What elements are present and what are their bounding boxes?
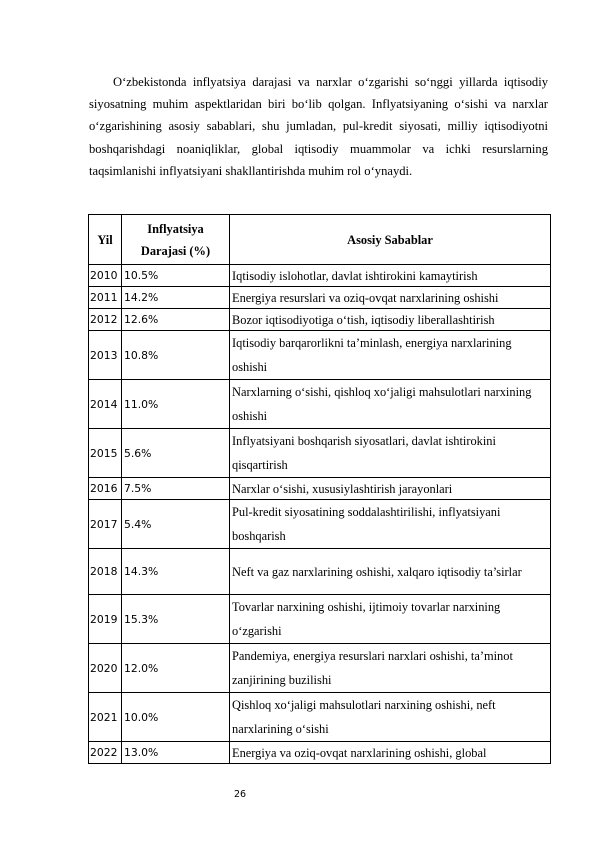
rate-cell: 5.6% [122, 429, 230, 478]
cause-cell: Energiya va oziq-ovqat narxlarining oshishi, global [230, 742, 551, 764]
cause-cell: Qishloq xo‘jaligi mahsulotlari narxining oshishi, neft narxlarining o‘sishi [230, 693, 551, 742]
year-cell: 2013 [89, 331, 122, 380]
rate-cell: 12.6% [122, 309, 230, 331]
table-row [89, 595, 551, 644]
cause-cell: Narxlar o‘sishi, xususiylashtirish jarayonlari [230, 478, 551, 500]
year-cell: 2012 [89, 309, 122, 331]
rate-cell: 10.8% [122, 331, 230, 380]
table-row [89, 287, 551, 309]
header-year: Yil [89, 215, 122, 265]
cause-cell: Inflyatsiyani boshqarish siyosatlari, davlat ishtirokini qisqartirish [230, 429, 551, 478]
table-row [89, 380, 551, 429]
header-rate-line1: Inflyatsiya [147, 221, 204, 236]
year-cell: 2020 [89, 644, 122, 693]
table-row [89, 693, 551, 742]
table-row [89, 500, 551, 549]
page-number: 26 [233, 789, 247, 800]
year-cell: 2017 [89, 500, 122, 549]
header-rate [122, 215, 230, 265]
header-causes: Asosiy Sabablar [230, 215, 551, 265]
year-cell: 2022 [89, 742, 122, 764]
inflation-table [88, 214, 551, 764]
year-cell: 2011 [89, 287, 122, 309]
cause-cell: Iqtisodiy islohotlar, davlat ishtirokini kamaytirish [230, 265, 551, 287]
rate-cell: 14.2% [122, 287, 230, 309]
year-cell: 2018 [89, 549, 122, 595]
table-row [89, 265, 551, 287]
cause-cell: Pandemiya, energiya resurslari narxlari oshishi, ta’minot zanjirining buzilishi [230, 644, 551, 693]
rate-cell: 15.3% [122, 595, 230, 644]
rate-cell: 7.5% [122, 478, 230, 500]
year-cell: 2014 [89, 380, 122, 429]
rate-cell: 14.3% [122, 549, 230, 595]
rate-cell: 10.0% [122, 693, 230, 742]
table-row [89, 429, 551, 478]
table-row [89, 644, 551, 693]
table-row [89, 478, 551, 500]
cause-cell: Pul-kredit siyosatining soddalashtirilishi, inflyatsiyani boshqarish [230, 500, 551, 549]
rate-cell: 13.0% [122, 742, 230, 764]
year-cell: 2015 [89, 429, 122, 478]
table-row [89, 309, 551, 331]
cause-cell: Neft va gaz narxlarining oshishi, xalqaro iqtisodiy ta’sirlar [230, 549, 551, 595]
table-row [89, 331, 551, 380]
intro-paragraph: O‘zbekistonda inflyatsiya darajasi va narxlar o‘zgarishi so‘nggi yillarda iqtisodiy siyosatning muhim aspektlaridan biri bo‘lib qolgan. Inflyatsiyaning o‘sishi va narxlar o‘zgarishining asosiy sabablari, shu jumladan, pul-kredit siyosati, milliy iqtisodiyotni boshqarishdagi noaniqliklar, global iqtisodiy muammolar va ichki resurslarning taqsimlanishi inflyatsiyani shakllantirishda muhim rol o‘ynaydi. [89, 75, 548, 178]
cause-cell: Iqtisodiy barqarorlikni ta’minlash, energiya narxlarining oshishi [230, 331, 551, 380]
cause-cell: Tovarlar narxining oshishi, ijtimoiy tovarlar narxining o‘zgarishi [230, 595, 551, 644]
rate-cell: 10.5% [122, 265, 230, 287]
rate-cell: 5.4% [122, 500, 230, 549]
year-cell: 2016 [89, 478, 122, 500]
table-header-row [89, 215, 551, 265]
year-cell: 2021 [89, 693, 122, 742]
rate-cell: 12.0% [122, 644, 230, 693]
cause-cell: Bozor iqtisodiyotiga o‘tish, iqtisodiy liberallashtirish [230, 309, 551, 331]
cause-cell: Narxlarning o‘sishi, qishloq xo‘jaligi mahsulotlari narxining oshishi [230, 380, 551, 429]
header-rate-line2: Darajasi (%) [140, 243, 211, 258]
year-cell: 2019 [89, 595, 122, 644]
year-cell: 2010 [89, 265, 122, 287]
cause-cell: Energiya resurslari va oziq-ovqat narxlarining oshishi [230, 287, 551, 309]
table-row [89, 742, 551, 764]
rate-cell: 11.0% [122, 380, 230, 429]
table-row [89, 549, 551, 595]
